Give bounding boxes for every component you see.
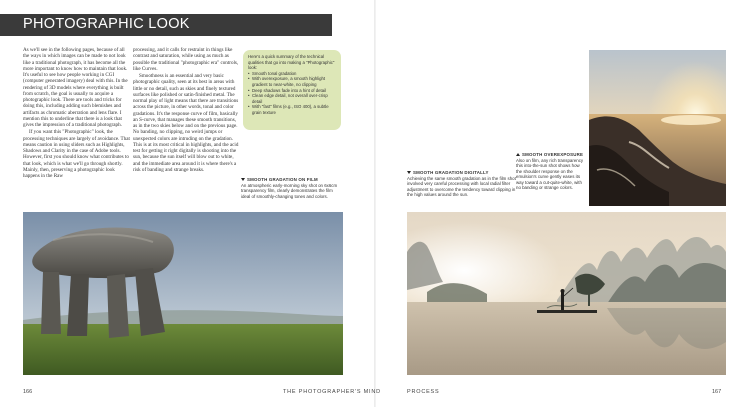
caption-digital bbox=[407, 170, 517, 198]
caption-heading: SMOOTH GRADATION ON FILM bbox=[241, 177, 341, 183]
photo-dolmen bbox=[23, 212, 343, 375]
sidebar-item: • Smooth tonal gradation bbox=[248, 71, 336, 77]
photo-river-karst bbox=[407, 212, 726, 375]
sidebar-item: • Deep shadows fade into a hint of detail bbox=[248, 88, 336, 94]
triangle-icon bbox=[516, 153, 520, 156]
page-number-right: 167 bbox=[712, 389, 722, 395]
caption-film bbox=[241, 177, 341, 199]
sidebar-item: • With "fast" films (e.g., ISO 400), a subtle grain texture bbox=[248, 104, 336, 115]
triangle-icon bbox=[241, 178, 245, 181]
body-paragraph: processing, and it calls for restraint in things like contrast and saturation, while using as much as possible the traditional "photographic era" controls, like Curves. bbox=[133, 47, 239, 72]
summary-sidebar bbox=[243, 50, 341, 130]
body-paragraph: As we'll see in the following pages, because of all the ways in which images can be made to not look like a traditional photograph, it has become all the more important to know how to maintain that look. It's useful to see how people working in CGI (computer generated imagery) deal with this. In the rendering of 3D models where everything is built from scratch, the goal is usually to acquire a photographic look. There are tools and tricks for doing this, including adding such blemishes and artifacts as chromatic aberration and lens flare. I mention this to underline that there is a look that gives the impression of a traditional photograph. bbox=[23, 47, 128, 128]
body-column-2 bbox=[133, 47, 240, 174]
sidebar-item: • With overexposure, a smooth highlight gradient to near-white, no clipping bbox=[248, 76, 336, 87]
caption-text: An atmospheric early-morning sky shot on 6x6cm transparency film, clearly demonstrates the film ideal of smoothly-changing tones and colors. bbox=[241, 182, 338, 199]
body-paragraph: If you want this "Photographic" look, the processing techniques are largely of avoidance. That means caution in using sliders such as Highlights, Shadows and Clarity in the case of Adobe tools. However, first you should know what contributes to that look, which is what we'll go through shortly. Mainly, then, preserving a photographic look happens in the Raw bbox=[23, 129, 130, 179]
caption-heading: SMOOTH GRADATION DIGITALLY bbox=[407, 170, 517, 176]
page-gutter bbox=[374, 0, 376, 407]
sidebar-intro: Here's a quick summary of the technical qualities that go into making a "Photographic" look: bbox=[248, 54, 335, 71]
caption-text: Achieving the same smooth gradation as in the film shot involved very careful processing with local radial filter adjustment to overcome the tendency toward clipping in the high values around the sun. bbox=[407, 175, 516, 197]
caption-heading: SMOOTH OVEREXPOSURE bbox=[516, 152, 584, 158]
body-paragraph: Smoothness is an essential and very basic photographic quality, seen at its best in areas with little or no detail, such as skies and finely textured surfaces like polished or satin-finished metal. The normal play of light means that there are transitions across the picture, in other words, tonal and color gradations. It's the response curve of film, basically an S-curve, that manages these smooth transitions, as in the two skies below and on the previous page. No banding, no clipping, no weird jumps or unexpected colors are intruding on the gradation. This is at its most critical in highlights, and the acid test for getting it right digitally is shooting into the sun, because the sun itself will blow out to white, and the immediate area around it is where there's a risk of banding and strange breaks. bbox=[133, 73, 239, 173]
sidebar-item: • Clean edge detail, not overall over-crisp detail bbox=[248, 93, 336, 104]
page-number-left: 166 bbox=[23, 389, 33, 395]
photo-sunset-sea bbox=[589, 50, 726, 206]
sidebar-list bbox=[248, 71, 336, 116]
body-column-1 bbox=[23, 47, 132, 180]
triangle-icon bbox=[407, 171, 411, 174]
page-title: PHOTOGRAPHIC LOOK bbox=[23, 16, 190, 32]
running-footer-right: PROCESS bbox=[407, 389, 440, 395]
caption-text: Also on film, any rich transparency this into-the-sun shot shows how the shoulder response on the emulsion's curve gently eases its way toward a cut-quite-white, with no banding or strange colors. bbox=[516, 157, 584, 190]
caption-overexposure bbox=[516, 152, 584, 191]
title-bar bbox=[0, 14, 332, 36]
running-footer-left: THE PHOTOGRAPHER'S MIND bbox=[283, 389, 381, 395]
